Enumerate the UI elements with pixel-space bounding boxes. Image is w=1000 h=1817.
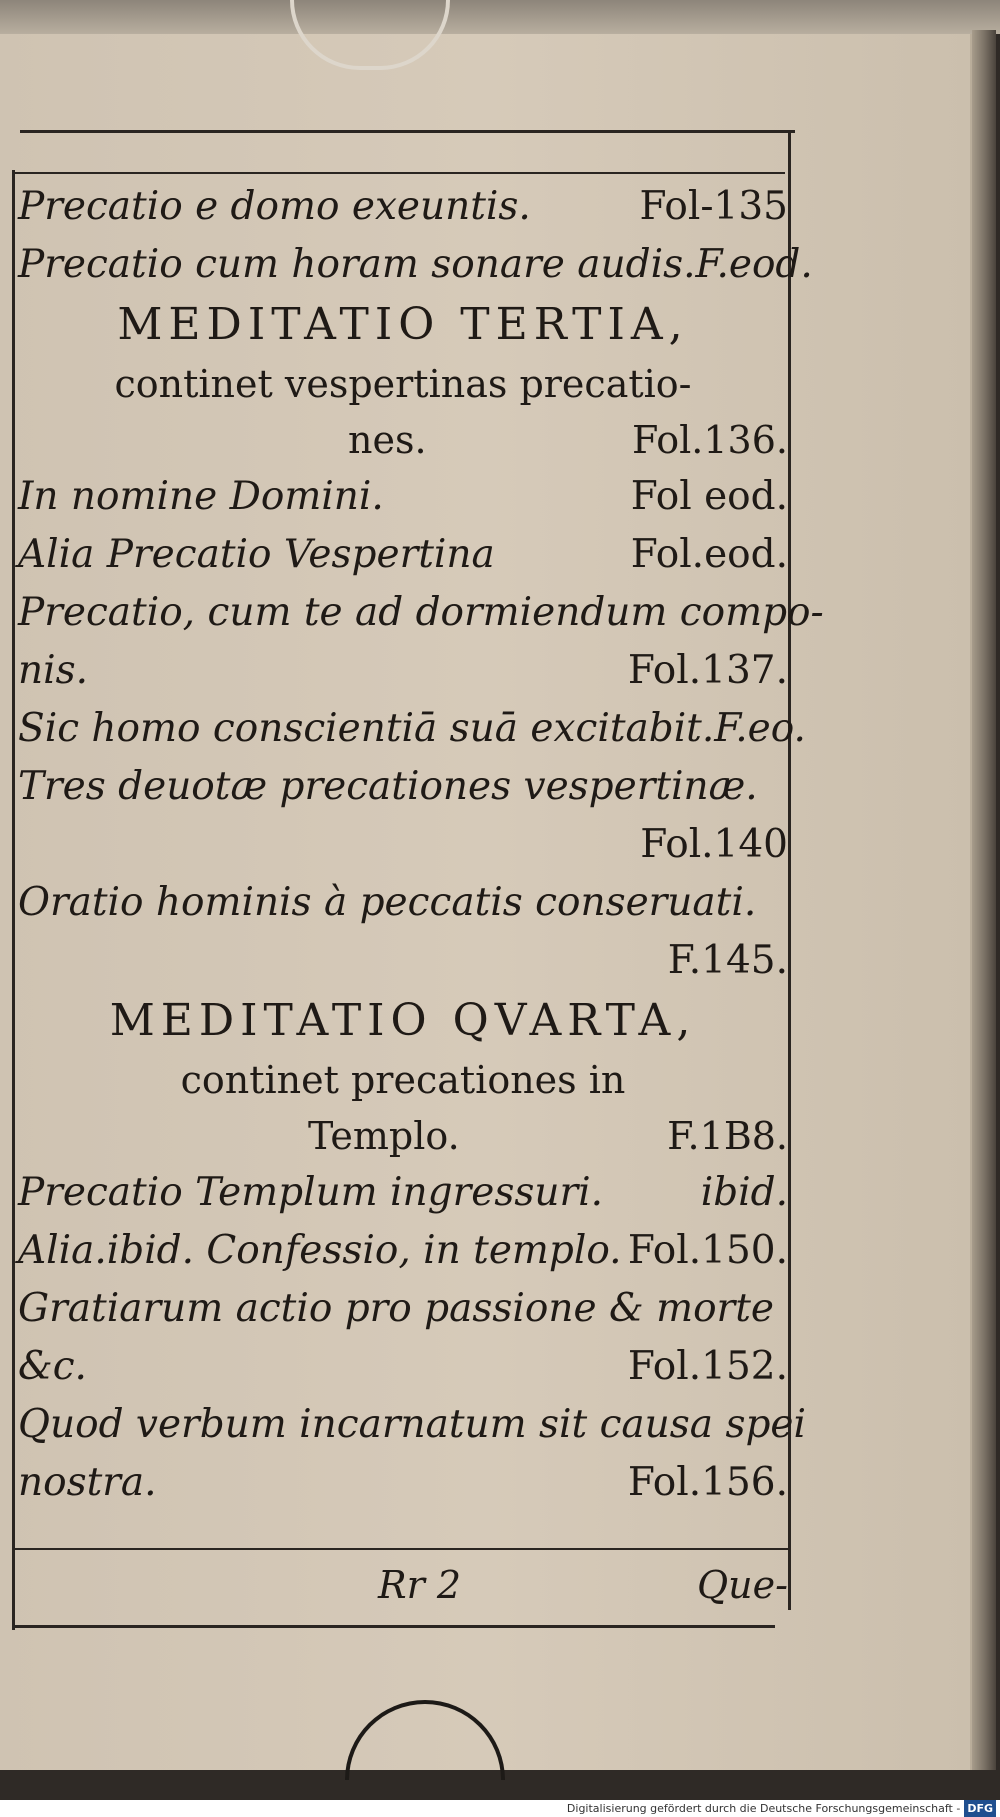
entry-folio: Fol.137.	[627, 648, 788, 693]
index-entry	[18, 816, 788, 874]
index-entry	[18, 758, 788, 816]
index-entry	[18, 584, 824, 642]
index-entry	[18, 642, 788, 700]
digitization-credit	[0, 1800, 1000, 1817]
index-entry	[18, 178, 788, 236]
meditatio-quarta-folio: F.1B8.	[667, 1114, 788, 1158]
entry-text: Tres deuotæ precationes vespertinæ.	[18, 764, 758, 809]
dfg-logo: DFG	[964, 1800, 996, 1817]
entry-text: Precatio e domo exeuntis.	[18, 184, 531, 229]
meditatio-tertia-sub1: continet vespertinas precatio-	[114, 362, 692, 406]
meditatio-tertia-sub2: nes.	[348, 418, 427, 462]
entry-folio: Fol.152.	[627, 1344, 788, 1389]
entry-text: Alia.ibid. Confessio, in templo.	[18, 1228, 622, 1273]
frame-left-rule	[12, 170, 15, 1630]
entry-text: &c.	[18, 1344, 87, 1389]
index-entry	[18, 1164, 788, 1222]
credit-text: Digitalisierung gefördert durch die Deutsche Forschungsgemeinschaft -	[566, 1802, 961, 1815]
index-entry	[18, 874, 788, 932]
frame-top-rule	[20, 130, 795, 133]
meditatio-quarta-sub2: Templo.	[308, 1114, 460, 1158]
page-footer	[18, 1555, 788, 1615]
page-top-edge	[0, 0, 1000, 34]
index-entry	[18, 1338, 788, 1396]
meditatio-quarta-heading: MEDITATIO QVARTA,	[109, 995, 697, 1046]
entry-text: Gratiarum actio pro passione & morte	[18, 1286, 774, 1331]
index-entry	[18, 932, 788, 990]
catchword: Que-	[697, 1563, 788, 1607]
entry-folio: F.145.	[667, 938, 788, 983]
entry-text: Precatio cum horam sonare audis.F.eod.	[18, 242, 813, 287]
entry-folio: Fol.140	[640, 822, 788, 867]
frame-top-rule-2	[15, 172, 785, 174]
index-entry	[18, 236, 813, 294]
frame-bottom-rule-2	[15, 1625, 775, 1628]
entry-folio: Fol.150.	[627, 1228, 788, 1273]
entry-folio: Fol.156.	[627, 1460, 788, 1505]
index-entry	[18, 468, 788, 526]
signature-mark: Rr 2	[378, 1563, 462, 1607]
meditatio-tertia-folio: Fol.136.	[631, 418, 788, 462]
index-entry	[18, 1280, 788, 1338]
entry-text: Quod verbum incarnatum sit causa spei	[18, 1402, 806, 1447]
entry-folio: ibid.	[700, 1170, 788, 1215]
entry-text: Sic homo conscientiā suā excitabit.F.eo.	[18, 706, 806, 751]
entry-text: nis.	[18, 648, 89, 693]
page-right-edge	[972, 30, 996, 1770]
entry-text: Alia Precatio Vespertina	[18, 532, 495, 577]
meditatio-tertia-heading: MEDITATIO TERTIA,	[117, 299, 689, 350]
frame-right-rule	[788, 130, 791, 1610]
entry-text: Precatio Templum ingressuri.	[18, 1170, 603, 1215]
index-entry	[18, 1396, 806, 1454]
index-entry	[18, 526, 788, 584]
entry-text: Oratio hominis à peccatis conseruati.	[18, 880, 757, 925]
entry-text: nostra.	[18, 1460, 157, 1505]
entry-folio: Fol-135	[639, 184, 788, 229]
index-entry	[18, 1222, 788, 1280]
meditatio-tertia-sub2-row	[18, 412, 788, 468]
frame-bottom-rule	[15, 1548, 790, 1550]
meditatio-quarta-sub2-row	[18, 1108, 788, 1164]
index-content	[18, 178, 824, 1512]
entry-folio: Fol.eod.	[630, 532, 788, 577]
entry-text: Precatio, cum te ad dormiendum compo-	[18, 590, 824, 635]
index-entry	[18, 1454, 788, 1512]
meditatio-quarta-sub1: continet precationes in	[180, 1058, 626, 1102]
entry-text: In nomine Domini.	[18, 474, 384, 519]
entry-folio: Fol eod.	[630, 474, 788, 519]
index-entry	[18, 700, 806, 758]
